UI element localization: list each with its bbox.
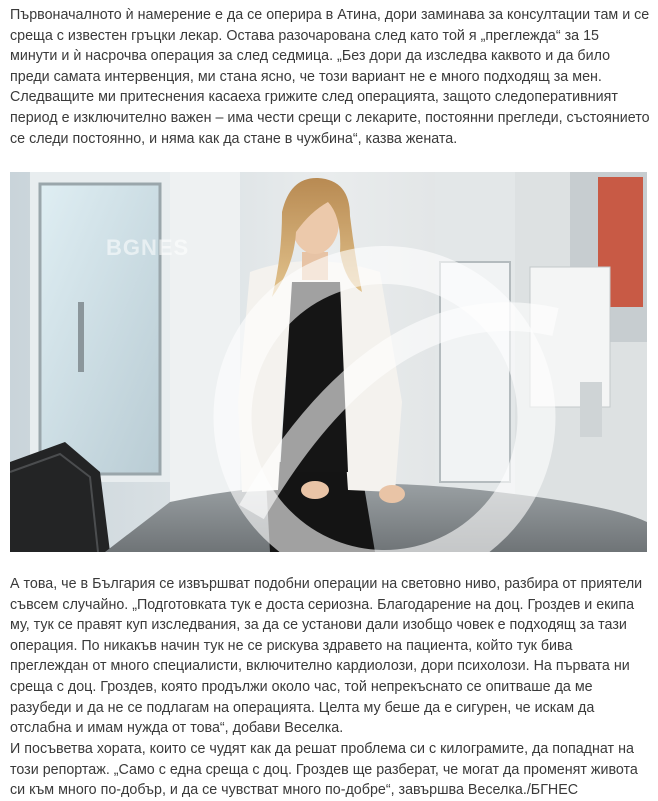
article-paragraph: Първоначалното ѝ намерение е да се оперира в Атина, дори заминава за консултации там и се среща с известен гръцки лекар. Остава разочарована след като той я „преглежда“ за 15 минути и ѝ насрочва операция за след седмица. „Без дори да изследва каквото и да било преди самата интервенция, ми стана ясно, че този вариант не е много подходящ за мен. Следващите ми притеснения касаеха грижите след операцията, защото следоперативният период е изключително важен – има чести срещи с лекарите, постоянни прегледи, състоянието се следи постоянно, и няма как да стане в чужбина“, казва жената. [10,7,650,147]
bgnes-logo-icon [66,227,647,552]
bgnes-watermark [66,227,647,552]
article-paragraph: А това, че в България се извършват подобни операции на световно ниво, разбира от приятели съвсем случайно. „Подготовката тук е доста сериозна. Благодарение на доц. Гроздев и екипа му, тук се правят куп изследвания, за да се установи дали изобщо човек е подходящ за тази операция. По никакъв начин тук не се рискува здравето на пациента, който тук бива преглеждан от много специалисти, включително кардиолози, дори психолози. На първата ни среща с доц. Гроздев, която продължи около час, той непрекъснато се опитваше да ме разубеди и да не се подлагам на операцията. Целта му беше да е сигурен, че искам да отслабна и имам нужда от това“, добави Веселка. [10,576,643,737]
article-photo [10,172,647,552]
article-paragraph: И посъветва хората, които се чудят как да решат проблема си с килограмите, да попаднат на този репортаж. „Само с една среща с доц. Гроздев ще разберат, че могат да променят живота си към много по-добър, и да се чувстват много по-добре“, завършва Веселка./БГНЕС [10,741,638,799]
watermark-text: BGNES [106,235,190,260]
